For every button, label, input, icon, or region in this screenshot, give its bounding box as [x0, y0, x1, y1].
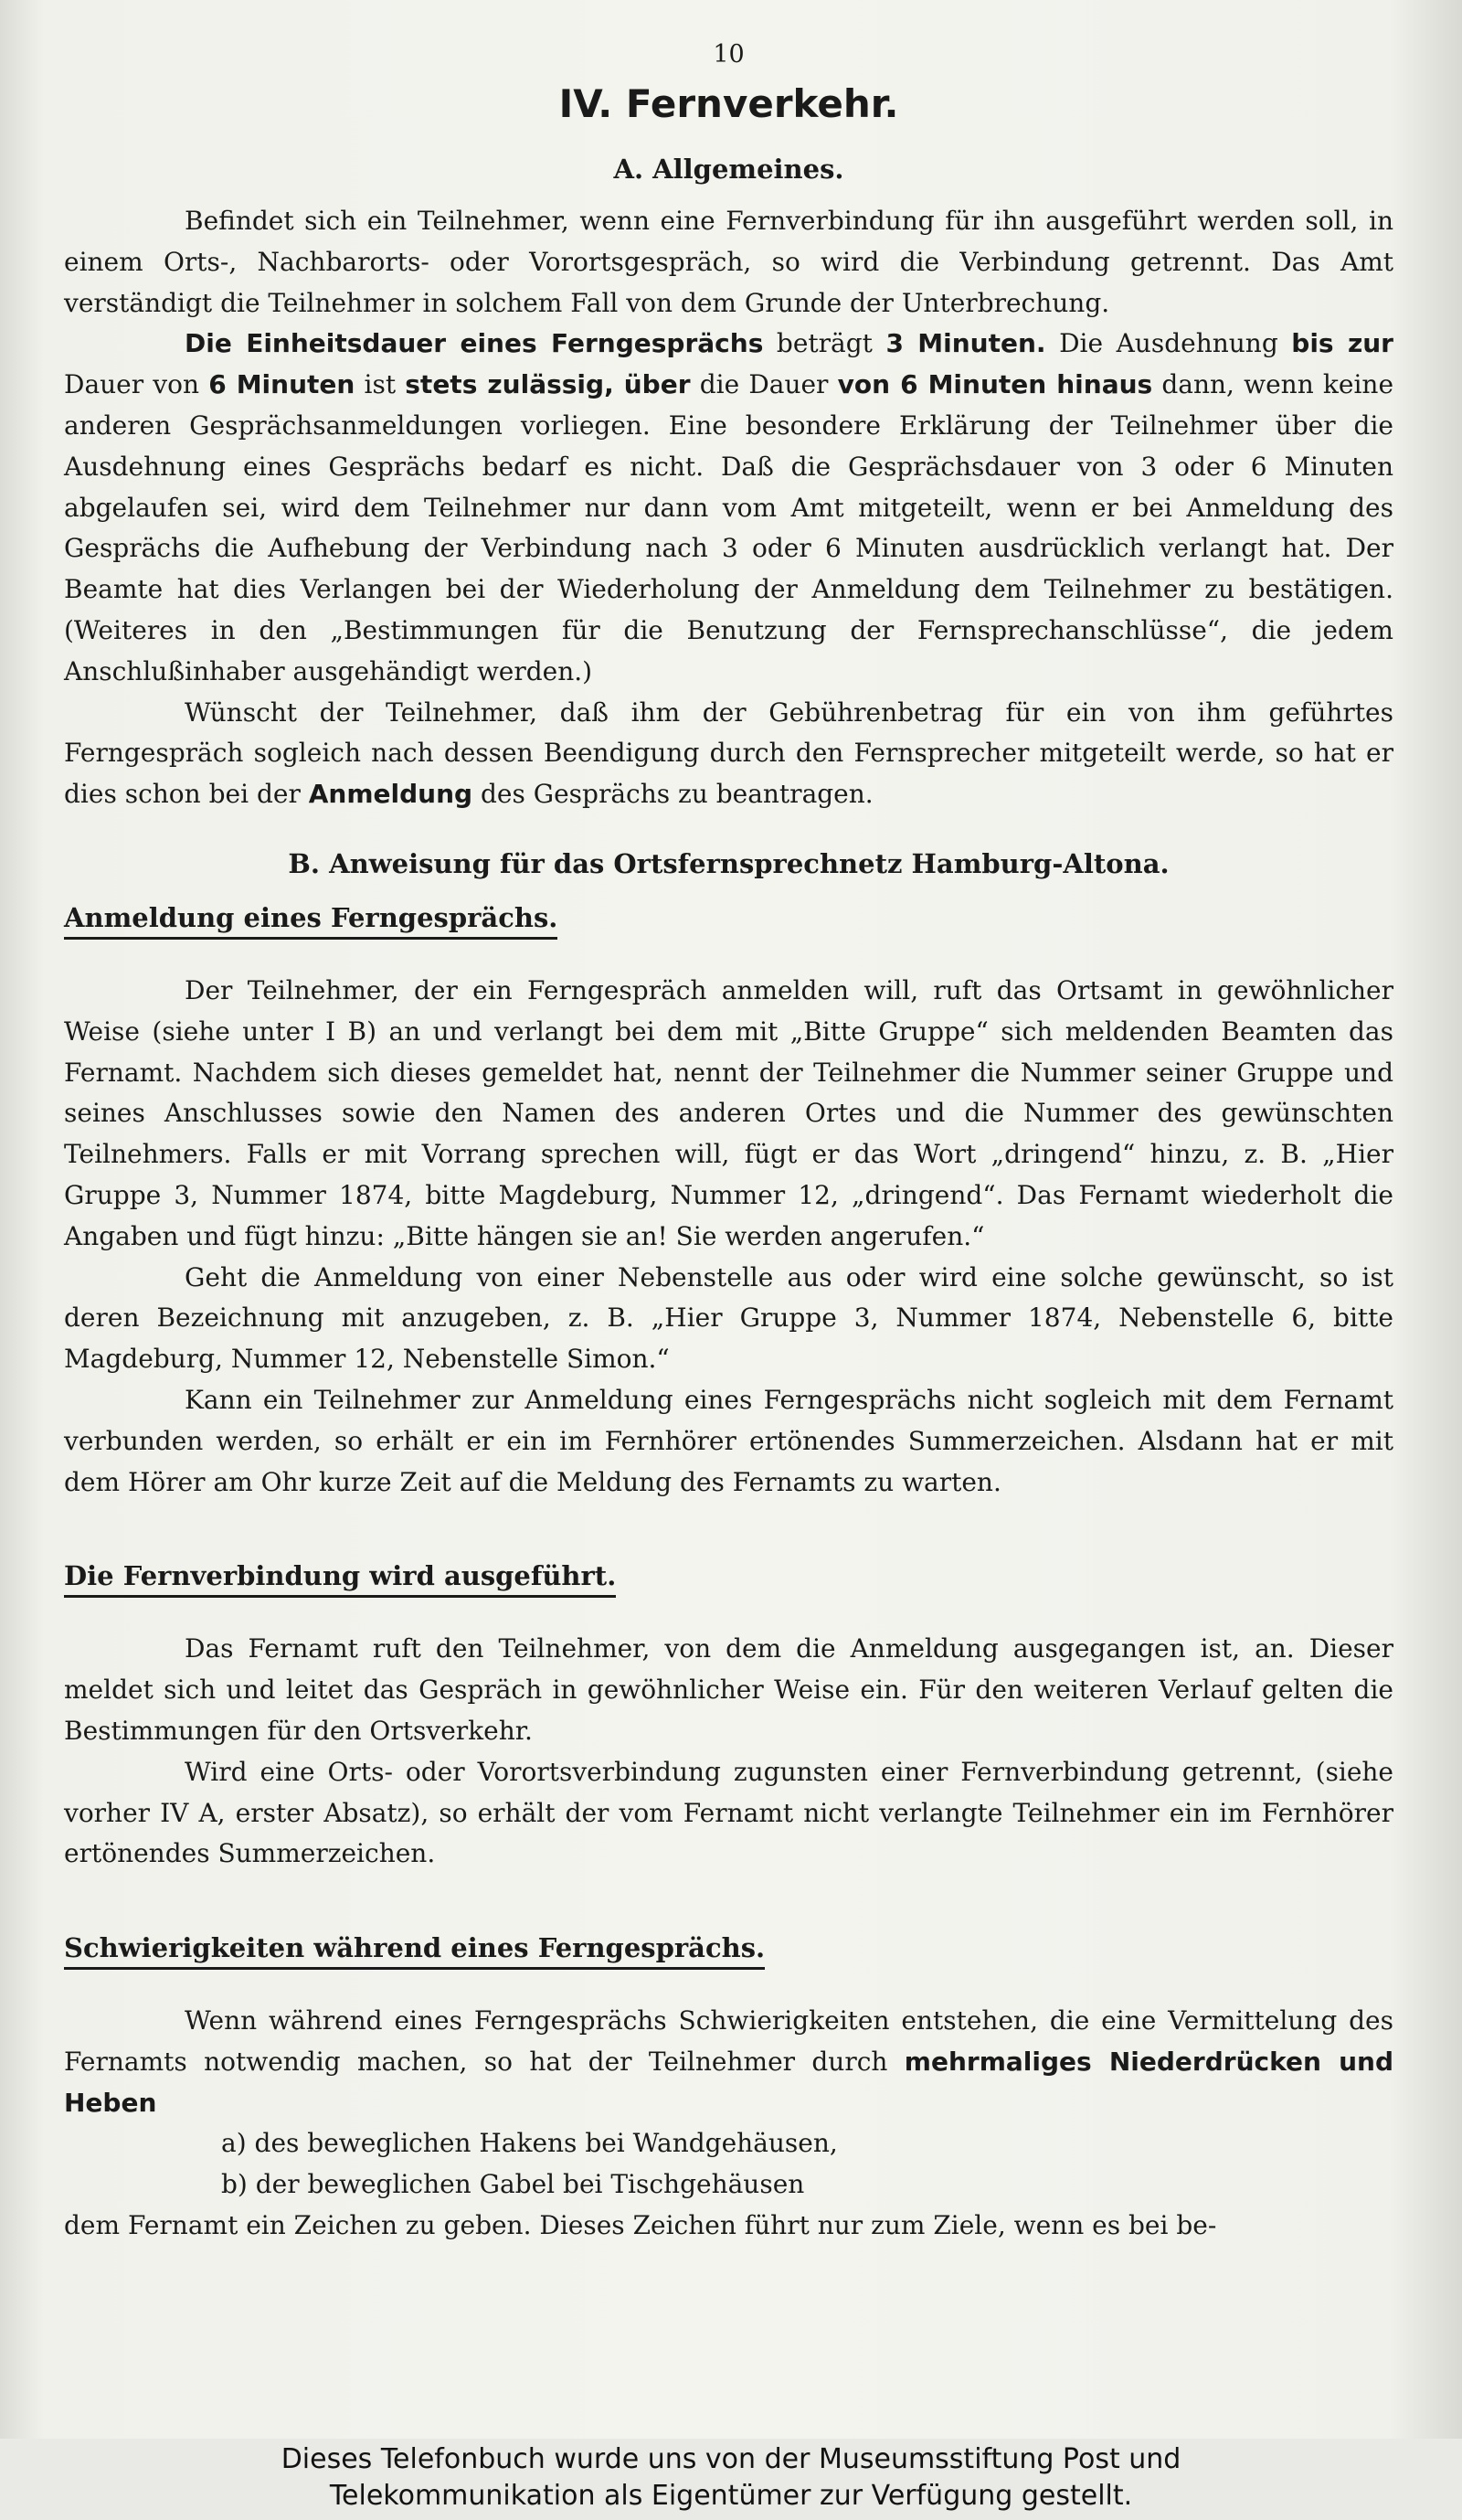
- section-a-heading: A. Allgemeines.: [613, 154, 844, 185]
- text: Wünscht der Teilnehmer, daß ihm der Gebührenbetrag für ein von ihm geführtes Ferngespräch sogleich nach dessen Beendigung durch den Fernsprecher mitgeteilt werde, so hat er dies schon bei der: [64, 696, 1393, 810]
- bold-text: Die Einheitsdauer eines Ferngesprächs: [185, 328, 764, 359]
- text: ist: [355, 369, 406, 400]
- subheading-fernverbindung: Die Fernverbindung wird ausgeführt.: [64, 1558, 616, 1598]
- chapter-title: IV. Fernverkehr.: [558, 81, 899, 126]
- section-a-paragraph-3: [64, 693, 1393, 815]
- text: die Dauer: [690, 369, 838, 400]
- section-a-paragraph-1: Befindet sich ein Teilnehmer, wenn eine Fernverbindung für ihn ausgeführt werden soll, in einem Orts-, Nachbarorts- oder Vorortsgespräch, so wird die Verbindung getrennt. Das Amt verständigt die Teilnehmer in solchem Fall von dem Grunde der Unterbrechung.: [64, 206, 1393, 318]
- ownership-footer: [0, 2439, 1462, 2520]
- section-b-heading: B. Anweisung für das Ortsfernsprechnetz Hamburg-Altona.: [288, 847, 1170, 879]
- bold-text: mehrmaliges Niederdrücken und Heben: [64, 2046, 1393, 2118]
- list-item: b) der beweglichen Gabel bei Tischgehäusen: [221, 2169, 805, 2200]
- anmeldung-paragraph-3: Kann ein Teilnehmer zur Anmeldung eines Ferngesprächs nicht sogleich mit dem Fernamt verbunden werden, so erhält er ein im Fernhörer ertönendes Summerzeichen. Alsdann hat er mit dem Hörer am Ohr kurze Zeit auf die Meldung des Fernamts zu warten.: [64, 1384, 1393, 1497]
- anmeldung-paragraph-2: Geht die Anmeldung von einer Nebenstelle aus oder wird eine solche gewünscht, so ist deren Bezeichnung mit anzugeben, z. B. „Hier Gruppe 3, Nummer 1874, Nebenstelle 6, bitte Magdeburg, Nummer 12, Nebenstelle Simon.“: [64, 1261, 1393, 1375]
- text: dann, wenn keine anderen Gesprächsanmeldungen vorliegen. Eine besondere Erklärung der Teilnehmer über die Ausdehnung eines Gesprächs bedarf es nicht. Daß die Gesprächsdauer von 3 oder 6 Minuten abgelaufen sei, wird dem Teilnehmer nur dann vom Amt mitgeteilt, wenn er bei Anmeldung des Gesprächs die Aufhebung der Verbindung nach 3 oder 6 Minuten ausdrücklich verlangt hat. Der Beamte hat dies Verlangen bei der Wiederholung der Anmeldung dem Teilnehmer zu bestätigen. (Weiteres in den „Bestimmungen für die Benutzung der Fernsprechanschlüsse“, die jedem Anschlußinhaber ausgehändigt werden.): [64, 369, 1394, 686]
- subheading-schwierigkeiten: Schwierigkeiten während eines Ferngesprächs.: [64, 1930, 765, 1970]
- bold-text: 3 Minuten.: [885, 328, 1046, 359]
- schwierigkeiten-paragraph-1: [64, 2001, 1393, 2123]
- schwierigkeiten-paragraph-2: dem Fernamt ein Zeichen zu geben. Dieses Zeichen führt nur zum Ziele, wenn es bei be-: [64, 2210, 1217, 2241]
- list-item: a) des beweglichen Hakens bei Wandgehäusen,: [221, 2128, 838, 2159]
- bold-text: von 6 Minuten hinaus: [837, 369, 1153, 400]
- footer-line-2: Telekommunikation als Eigentümer zur Verfügung gestellt.: [329, 2480, 1133, 2512]
- page-content: [64, 37, 1393, 2247]
- text: des Gesprächs zu beantragen.: [472, 779, 874, 810]
- section-a-paragraph-2: [64, 324, 1393, 692]
- text: Die Ausdehnung: [1045, 328, 1292, 359]
- page-number: 10: [713, 40, 745, 69]
- bold-text: Anmeldung: [308, 779, 473, 810]
- bold-text: 6 Minuten: [208, 369, 355, 400]
- text: Dauer von: [64, 369, 209, 400]
- bold-text: bis zur: [1291, 328, 1393, 359]
- text: Wenn während eines Ferngesprächs Schwierigkeiten entstehen, die eine Vermittelung des Fernamts notwendig machen, so hat der Teilnehmer durch: [64, 2005, 1393, 2077]
- footer-line-1: Dieses Telefonbuch wurde uns von der Museumsstiftung Post und: [281, 2443, 1181, 2475]
- fernverbindung-paragraph-1: Das Fernamt ruft den Teilnehmer, von dem die Anmeldung ausgegangen ist, an. Dieser meldet sich und leitet das Gespräch in gewöhnlicher Weise ein. Für den weiteren Verlauf gelten die Bestimmungen für den Ortsverkehr.: [64, 1633, 1393, 1746]
- fernverbindung-paragraph-2: Wird eine Orts- oder Vorortsverbindung zugunsten einer Fernverbindung getrennt, (siehe vorher IV A, erster Absatz), so erhält der vom Fernamt nicht verlangte Teilnehmer ein im Fernhörer ertönendes Summerzeichen.: [64, 1756, 1393, 1869]
- text: beträgt: [763, 328, 886, 359]
- bold-text: stets zulässig, über: [405, 369, 691, 400]
- anmeldung-paragraph-1: Der Teilnehmer, der ein Ferngespräch anmelden will, ruft das Ortsamt in gewöhnlicher Weise (siehe unter I B) an und verlangt bei dem mit „Bitte Gruppe“ sich meldenden Beamten das Fernamt. Nachdem sich dieses gemeldet hat, nennt der Teilnehmer die Nummer seiner Gruppe und seines Anschlusses sowie den Namen des anderen Ortes und die Nummer des gewünschten Teilnehmers. Falls er mit Vorrang sprechen will, fügt er das Wort „dringend“ hinzu, z. B. „Hier Gruppe 3, Nummer 1874, bitte Magdeburg, Nummer 12, „dringend“. Das Fernamt wiederholt die Angaben und fügt hinzu: „Bitte hängen sie an! Sie werden angerufen.“: [64, 974, 1393, 1251]
- subheading-anmeldung: Anmeldung eines Ferngesprächs.: [64, 899, 557, 940]
